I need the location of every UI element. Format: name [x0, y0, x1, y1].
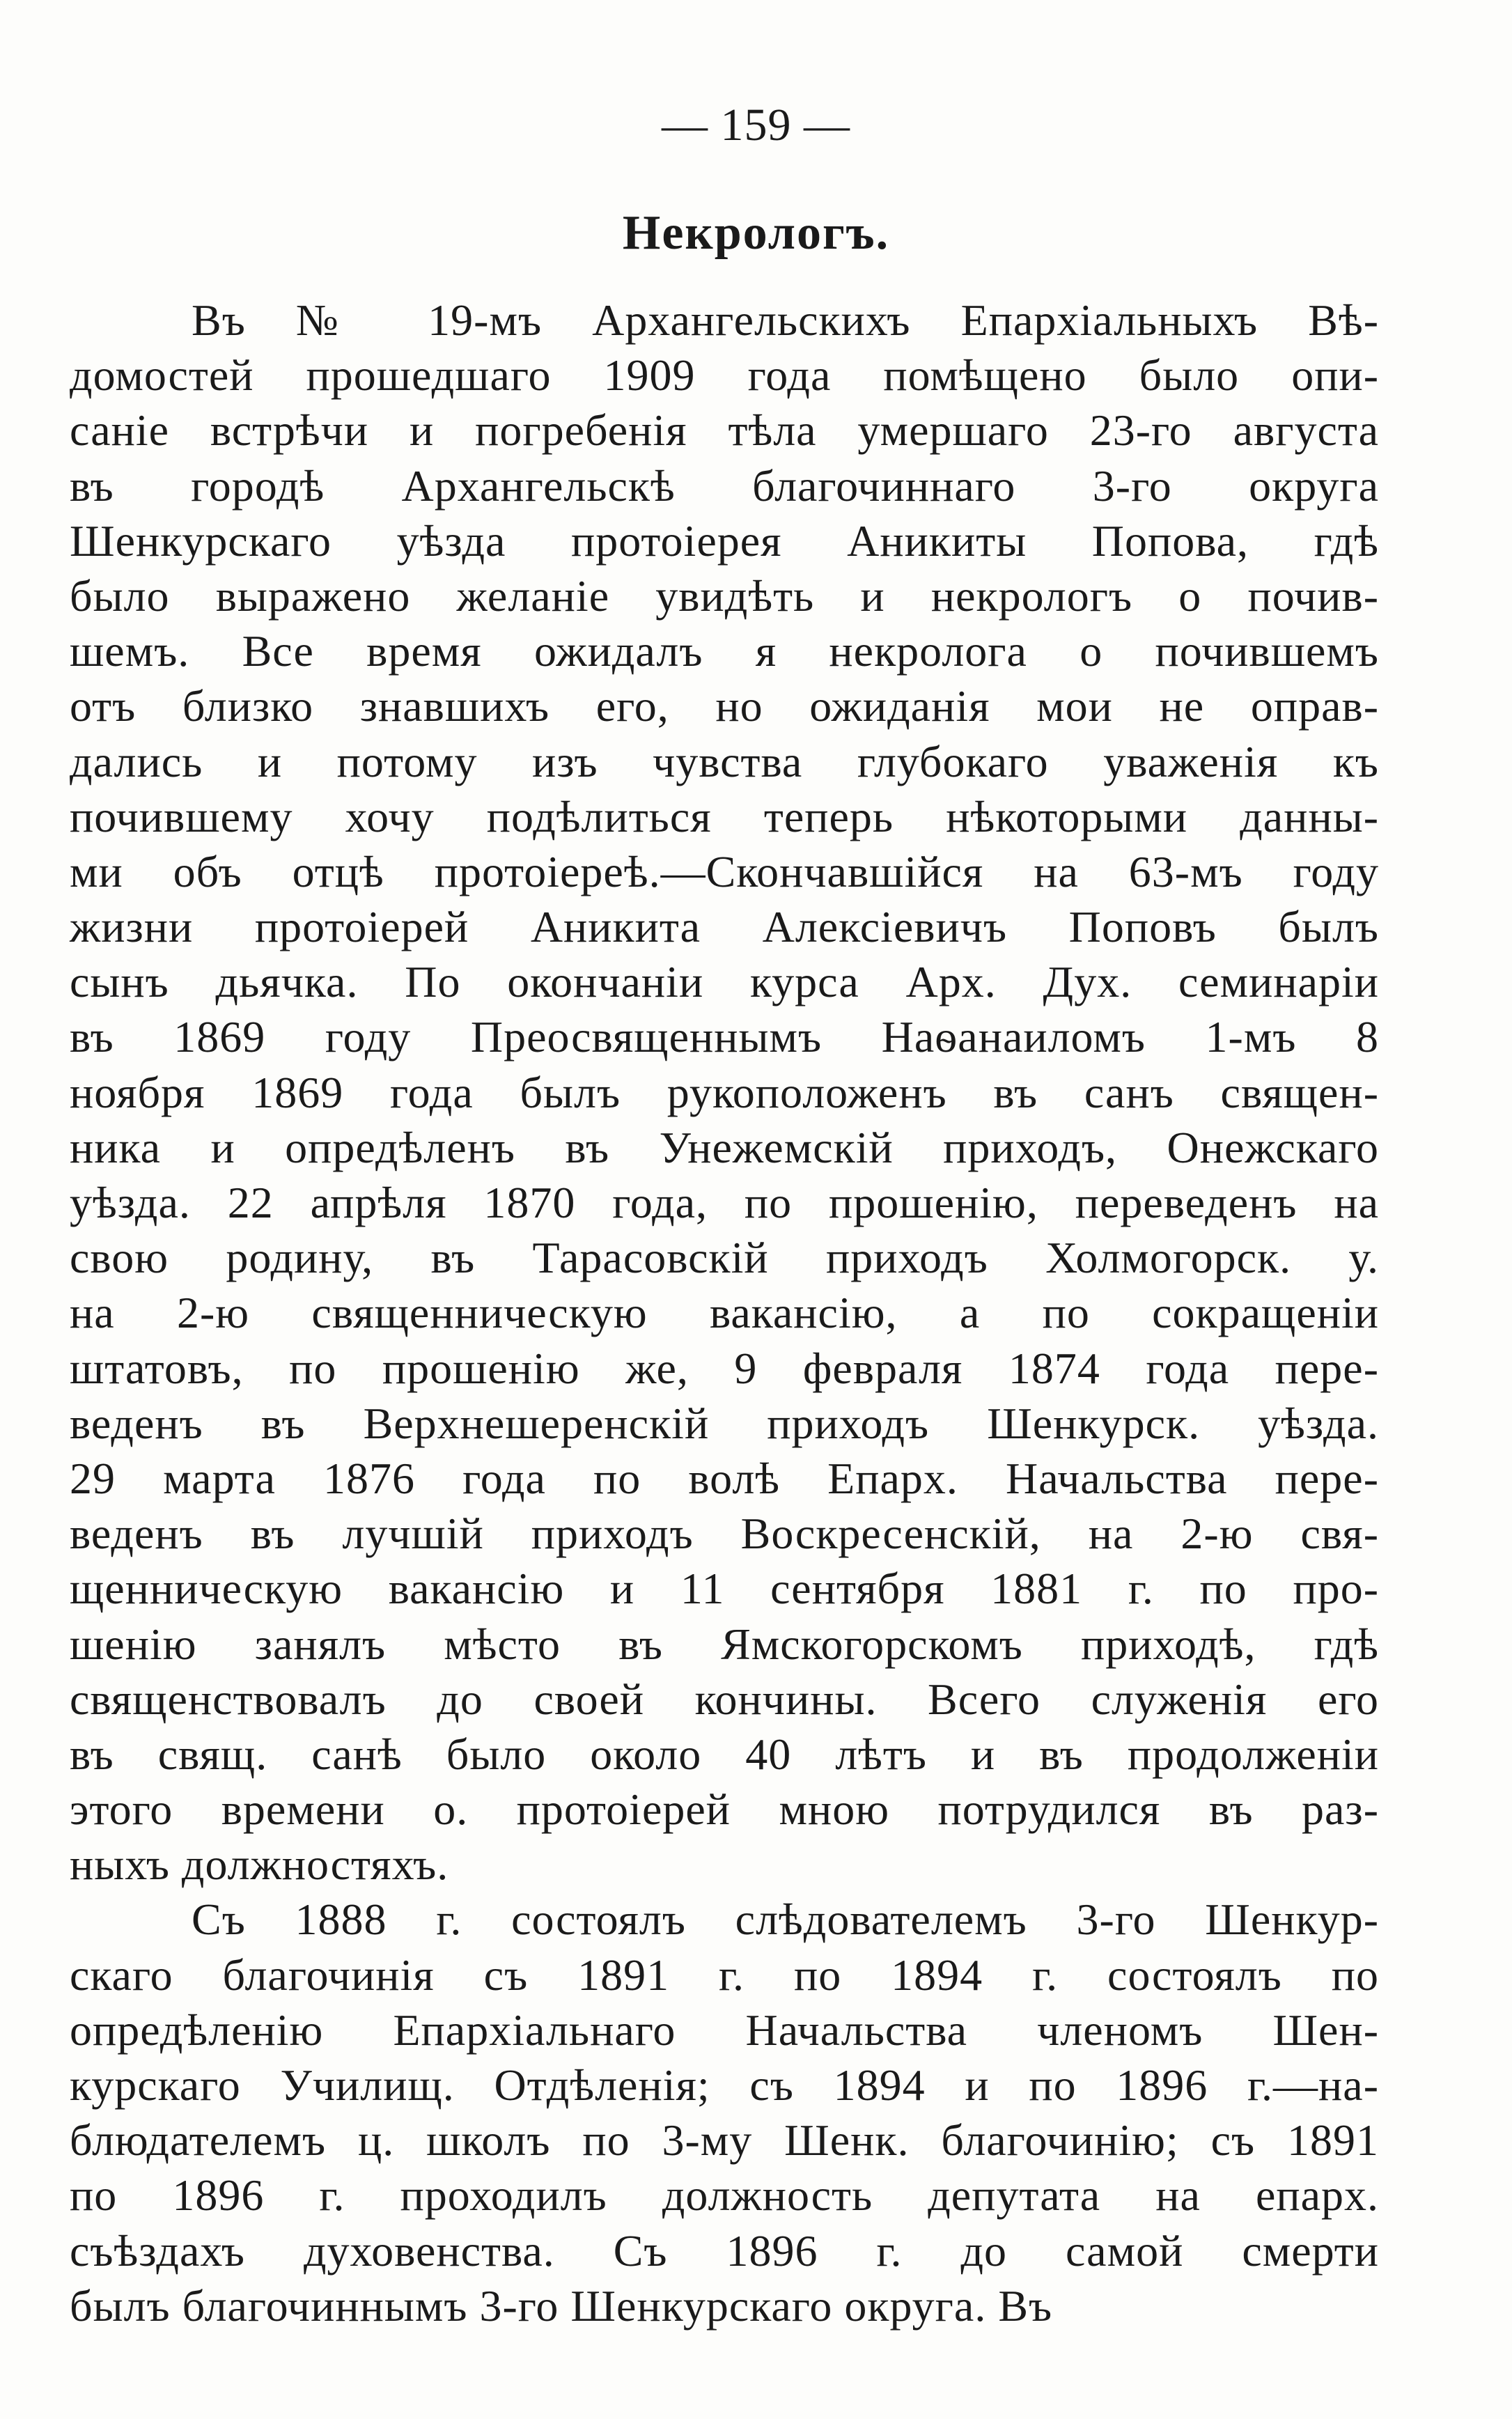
text-line: курскаго Училищ. Отдѣленiя; съ 1894 и по 1896 г.—на- — [70, 2060, 1379, 2110]
text-line: щенническую вакансiю и 11 сентября 1881 г. по про- — [70, 1564, 1379, 1614]
text-line: свою родину, въ Тарасовскiй приходъ Холмогорск. у. — [70, 1233, 1379, 1283]
text-line: домостей прошедшаго 1909 года помѣщено было опи- — [70, 350, 1379, 400]
text-line: блюдателемъ ц. школъ по 3-му Шенк. благочинiю; съ 1891 — [70, 2115, 1379, 2165]
text-line: веденъ въ Верхнешеренскiй приходъ Шенкурск. уѣзда. — [70, 1398, 1379, 1448]
text-line: Шенкурскаго уѣзда протоiерея Аникиты Попова, гдѣ — [70, 515, 1379, 566]
paragraph — [70, 293, 1379, 1892]
text-line: штатовъ, по прошенiю же, 9 февраля 1874 года пере- — [70, 1343, 1379, 1393]
text-line: на 2-ю священническую вакансiю, а по сокращенiи — [70, 1288, 1379, 1338]
text-line: жизни протоiерей Аникита Алексiевичъ Поповъ былъ — [70, 902, 1379, 952]
text-line: священствовалъ до своей кончины. Всего служенiя его — [70, 1674, 1379, 1724]
text-line: ника и опредѣленъ въ Унежемскiй приходъ, Онежскаго — [70, 1122, 1379, 1172]
text-line: въ городѣ Архангельскѣ благочиннаго 3-го округа — [70, 460, 1379, 511]
text-line: шемъ. Все время ожидалъ я некролога о почившемъ — [70, 626, 1379, 676]
text-line: отъ близко знавшихъ его, но ожиданiя мои не оправ- — [70, 681, 1379, 731]
text-line: ми объ отцѣ протоiереѣ.—Скончавшiйся на 63-мъ году — [70, 846, 1379, 896]
text-line: этого времени о. протоiерей мною потрудился въ раз- — [70, 1784, 1379, 1835]
text-line: Въ № 19-мъ Архангельскихъ Епархiальныхъ Вѣ- — [192, 295, 1379, 345]
text-line: веденъ въ лучшiй приходъ Воскресенскiй, на 2-ю свя- — [70, 1509, 1379, 1559]
text-line: скаго благочинiя съ 1891 г. по 1894 г. состоялъ по — [70, 1950, 1379, 2000]
text-line: уѣзда. 22 апрѣля 1870 года, по прошенiю, переведенъ на — [70, 1178, 1379, 1227]
text-line: опредѣленiю Епархiальнаго Начальства членомъ Шен- — [70, 2005, 1379, 2055]
text-line: въ свящ. санѣ было около 40 лѣтъ и въ продолженiи — [70, 1729, 1379, 1779]
text-line: 29 марта 1876 года по волѣ Епарх. Начальства пере- — [70, 1453, 1379, 1503]
paragraph — [70, 1892, 1379, 2333]
text-line: по 1896 г. проходилъ должность депутата на епарх. — [70, 2170, 1379, 2220]
text-line: почившему хочу подѣлиться теперь нѣкоторыми данны- — [70, 791, 1379, 841]
text-line: сынъ дьячка. По окончанiи курса Арх. Дух. семинарiи — [70, 957, 1379, 1007]
text-line: былъ благочиннымъ 3-го Шенкурскаго округа. Въ — [70, 2280, 1053, 2331]
text-line: дались и потому изъ чувства глубокаго уваженiя къ — [70, 736, 1379, 786]
article-body — [70, 293, 1379, 2333]
text-line: шенiю занялъ мѣсто въ Ямскогорскомъ приходѣ, гдѣ — [70, 1619, 1379, 1669]
text-line: Съ 1888 г. состоялъ слѣдователемъ 3-го Шенкур- — [192, 1895, 1379, 1945]
page-number: — 159 — — [662, 100, 850, 150]
text-line: съѣздахъ духовенства. Съ 1896 г. до самой смерти — [70, 2225, 1379, 2276]
text-line: было выражено желанiе увидѣть и некрологъ о почив- — [70, 570, 1379, 621]
text-line: ноября 1869 года былъ рукоположенъ въ санъ священ- — [70, 1067, 1379, 1117]
text-line: ныхъ должностяхъ. — [70, 1839, 449, 1890]
text-line: въ 1869 году Преосвященнымъ Наѳанаиломъ 1-мъ 8 — [70, 1012, 1379, 1062]
text-line: санiе встрѣчи и погребенiя тѣла умершаго 23-го августа — [70, 405, 1379, 456]
page-title: Некрологъ. — [622, 206, 890, 260]
